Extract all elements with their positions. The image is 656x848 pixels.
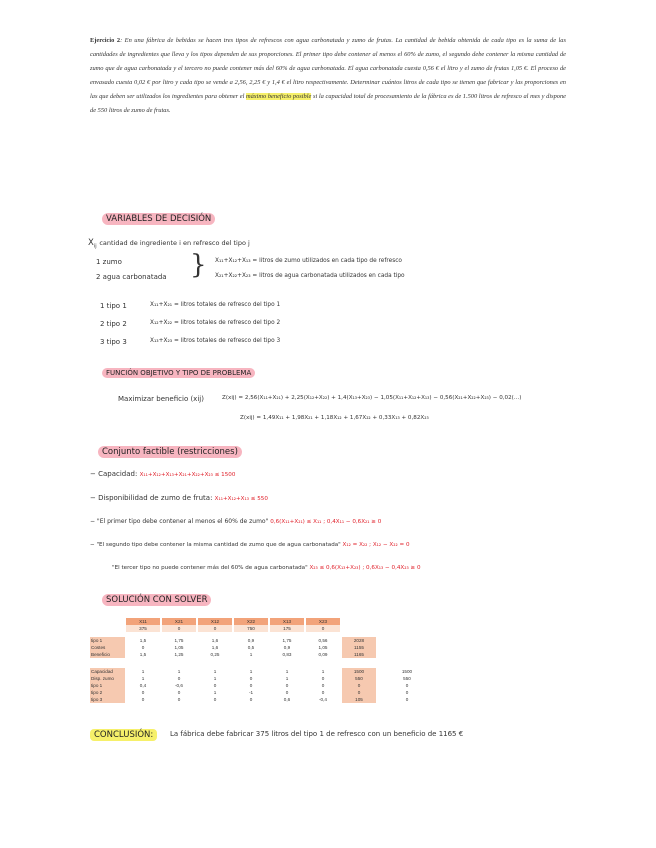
sheet-values-row	[90, 625, 490, 632]
sheet-cell: 0	[342, 682, 376, 689]
section-conclusion: CONCLUSIÓN:	[90, 729, 157, 741]
sheet-constraint-row	[90, 682, 490, 689]
constraint-expr: X₁₁+X₁₂+X₁₃ ≤ 550	[214, 496, 268, 502]
sheet-cell: tipo 1	[90, 637, 125, 644]
sheet-cell	[90, 625, 125, 632]
sheet-cell: -0,6	[175, 683, 183, 688]
sheet-cell: tipo 1	[90, 682, 125, 689]
sheet-cell: 0	[342, 689, 376, 696]
sheet-cell: X22	[234, 618, 268, 625]
sheet-cell: 1,5	[139, 652, 147, 657]
problem-highlight: máximo beneficio posible	[245, 93, 312, 100]
sheet-cell: X13	[270, 618, 304, 625]
constraint-expr: X₁₂ = X₂₂ ; X₁₂ − X₂₂ = 0	[342, 542, 410, 548]
sheet-constraint-row	[90, 675, 490, 682]
sheet-cell: 0,25	[210, 652, 220, 657]
ingredient-1-text: X₁₁+X₁₂+X₁₃ = litros de zumo utilizados en cada tipo de refresco	[215, 258, 402, 264]
sheet-cell: 1	[213, 676, 217, 681]
sheet-cell: 0	[321, 683, 325, 688]
sheet-cell: 750	[234, 625, 268, 632]
section-solver: SOLUCIÓN CON SOLVER	[102, 594, 211, 606]
section-objective: FUNCIÓN OBJETIVO Y TIPO DE PROBLEMA	[102, 368, 255, 378]
sheet-cell: X12	[198, 618, 232, 625]
constraint-label: El tercer tipo no puede contener más del 60% de agua carbonatada	[114, 565, 306, 571]
sheet-cell: 0	[405, 683, 409, 688]
sheet-cell: 1,5	[139, 638, 147, 643]
objective-equation-2: Z(xij) = 1,49X₁₁ + 1,98X₂₁ + 1,18X₁₂ + 1,67X₂₂ + 0,33X₁₃ + 0,82X₂₃	[240, 415, 429, 421]
type-3-text: X₁₃+X₂₃ = litros totales de refresco del tipo 3	[150, 338, 281, 344]
sheet-cell: 1,05	[174, 645, 184, 650]
sheet-cell: 0,4	[139, 683, 147, 688]
variable-definition	[88, 238, 250, 250]
constraint-label: El primer tipo debe contener al menos el 60% de zumo	[99, 518, 266, 525]
sheet-cell: Beneficio	[90, 651, 125, 658]
sheet-cell: -1	[248, 690, 254, 695]
constraint-expr: X₁₁+X₁₂+X₁₃+X₂₁+X₂₂+X₂₃ ≤ 1500	[139, 472, 236, 478]
sheet-cell: 0	[285, 690, 289, 695]
sheet-cell: 1	[249, 652, 253, 657]
sheet-cell: 0,6	[283, 697, 291, 702]
variable-symbol: X	[88, 238, 94, 248]
sheet-cell: 375	[126, 625, 160, 632]
sheet-cell: 1	[141, 669, 145, 674]
variable-subscript: ij	[93, 243, 97, 250]
sheet-cell: 0,9	[247, 638, 255, 643]
sheet-cell: 0	[249, 697, 253, 702]
sheet-cell: 1	[285, 669, 289, 674]
sheet-cell: 0	[306, 625, 340, 632]
sheet-cell: 1,75	[174, 638, 184, 643]
sheet-cell: 1	[321, 669, 325, 674]
sheet-cell: Costes	[90, 644, 125, 651]
constraint-label: Disponibilidad de zumo de fruta	[98, 494, 211, 502]
sheet-cell: 1,6	[211, 645, 219, 650]
sheet-cell: X23	[306, 618, 340, 625]
sheet-objective-row	[90, 644, 490, 651]
sheet-cell: 1	[213, 690, 217, 695]
sheet-cell: 1	[141, 676, 145, 681]
sheet-cell: 0,83	[282, 652, 292, 657]
sheet-cell: 0	[177, 690, 181, 695]
sheet-cell: 0	[321, 676, 325, 681]
sheet-cell: 1,25	[174, 652, 184, 657]
sheet-cell: X11	[126, 618, 160, 625]
type-2-label: 2 tipo 2	[100, 320, 127, 328]
sheet-cell: tipo 3	[90, 696, 125, 703]
sheet-cell: 175	[270, 625, 304, 632]
conclusion-text: La fábrica debe fabricar 375 litros del tipo 1 de refresco con un beneficio de 1165 €	[170, 730, 464, 738]
sheet-cell: 1	[249, 669, 253, 674]
section-variables: VARIABLES DE DECISIÓN	[102, 213, 215, 225]
type-1-text: X₁₁+X₂₁ = litros totales de refresco del tipo 1	[150, 302, 281, 308]
sheet-cell: 0,56	[318, 638, 328, 643]
sheet-cell: 1	[177, 669, 181, 674]
sheet-cell: 0	[177, 697, 181, 702]
sheet-cell: 0	[141, 697, 145, 702]
brace-symbol: }	[190, 250, 207, 280]
sheet-cell: 0	[141, 645, 145, 650]
ingredient-2-label: 2 agua carbonatada	[96, 273, 167, 281]
sheet-cell: 0	[198, 625, 232, 632]
sheet-cell	[90, 618, 125, 625]
constraint-row: − "El primer tipo debe contener al menos el 60% de zumo" 0,6(X₁₁+X₂₁) ≤ X₁₁ ; 0,4X₁₁ − 0,6X₂₁ ≥ 0	[90, 518, 382, 525]
sheet-cell	[342, 625, 376, 632]
sheet-cell: 0,5	[247, 645, 255, 650]
sheet-cell: 0	[405, 697, 409, 702]
constraint-label: Capacidad	[98, 470, 135, 478]
constraint-row: − "El segundo tipo debe contener la misma cantidad de zumo que de agua carbonatada" X₁₂ = X₂₂ ; X₁₂ − X₂₂ = 0	[90, 542, 410, 548]
constraint-row: "El tercer tipo no puede contener más del 60% de agua carbonatada" X₂₃ ≤ 0,6(X₁₃+X₂₃) ; 0,6X₁₃ − 0,4X₂₃ ≥ 0	[112, 565, 421, 571]
sheet-cell: 0,9	[283, 645, 291, 650]
sheet-cell: 550	[403, 676, 411, 681]
sheet-cell: 550	[342, 675, 376, 682]
sheet-cell: 0	[213, 697, 217, 702]
sheet-cell: 0	[321, 690, 325, 695]
type-3-label: 3 tipo 3	[100, 338, 127, 346]
sheet-cell: 1,75	[282, 638, 292, 643]
sheet-cell: 1165	[342, 651, 376, 658]
sheet-cell: 1155	[342, 644, 376, 651]
sheet-header-row	[90, 618, 490, 625]
sheet-cell: 0	[405, 690, 409, 695]
problem-text: : En una fábrica de bebidas se hacen tres tipos de refrescos con agua carbonatada y zumo de frutas. La cantidad de bebida obtenida de cada tipo es la suma de las cantidades de ingredientes que lleva y los tipos dependen de sus proporciones. El primer tipo debe contener al menos el 60% de zumo, el segundo debe contener la misma cantidad de zumo que de agua carbonatada y el tercero no puede contener más del 60% de agua carbonatada. El agua carbonatada cuesta 0,56 € el litro y el zumo de frutas 1,05 €. El proceso de envasado cuesta 0,02 € por litro y cada tipo se vende a 2,56, 2,25 € y 1,4 € el litro respectivamente. Determinar cuántos litros de cada tipo se tienen que fabricar y las proporciones en las que deben ser utilizados los ingredientes para obtener el	[90, 37, 566, 100]
ingredient-2-text: X₂₁+X₂₂+X₂₃ = litros de agua carbonatada utilizados en cada tipo	[215, 273, 405, 279]
sheet-cell: tipo 2	[90, 689, 125, 696]
ingredient-1-label: 1 zumo	[96, 258, 122, 266]
constraint-label: El segundo tipo debe contener la misma cantidad de zumo que de agua carbonatada	[99, 542, 339, 548]
sheet-cell: 1,05	[318, 645, 328, 650]
sheet-cell: 0	[141, 690, 145, 695]
sheet-cell: 1	[285, 676, 289, 681]
problem-label: Ejercicio 2	[90, 37, 121, 44]
sheet-cell: 0,09	[318, 652, 328, 657]
sheet-cell: 0	[249, 676, 253, 681]
objective-equation-1: Z(xij) = 2,56(X₁₁+X₂₁) + 2,25(X₁₂+X₂₂) + 1,4(X₁₃+X₂₃) − 1,05(X₁₁+X₁₂+X₁₃) − 0,56(X₂₁+X₂₂+X₂₃) − 0,02(...)	[222, 395, 522, 401]
sheet-constraint-row	[90, 696, 490, 703]
sheet-cell: 105	[342, 696, 376, 703]
sheet-cell: Capacidad	[90, 668, 125, 675]
sheet-cell: 0	[213, 683, 217, 688]
sheet-cell: 0	[249, 683, 253, 688]
sheet-cell	[342, 618, 376, 625]
sheet-cell: 0	[162, 625, 196, 632]
sheet-cell: 1500	[401, 669, 413, 674]
problem-statement	[90, 34, 566, 118]
type-2-text: X₁₂+X₂₂ = litros totales de refresco del tipo 2	[150, 320, 281, 326]
sheet-objective-row	[90, 637, 490, 644]
constraint-row: − Capacidad: X₁₁+X₁₂+X₁₃+X₂₁+X₂₂+X₂₃ ≤ 1500	[90, 470, 236, 478]
sheet-cell: 1,6	[211, 638, 219, 643]
objective-label: Maximizar beneficio (xij)	[118, 395, 204, 403]
sheet-cell: X21	[162, 618, 196, 625]
sheet-cell: -0,4	[319, 697, 327, 702]
constraint-expr: X₂₃ ≤ 0,6(X₁₃+X₂₃) ; 0,6X₁₃ − 0,4X₂₃ ≥ 0	[309, 565, 421, 571]
sheet-cell: 1	[213, 669, 217, 674]
sheet-constraint-row	[90, 668, 490, 675]
sheet-objective-row	[90, 651, 490, 658]
variable-definition-text: cantidad de ingrediente i en refresco del tipo j	[99, 239, 250, 247]
sheet-cell: Disp. zumo	[90, 675, 125, 682]
sheet-cell: 0	[285, 683, 289, 688]
constraint-expr: 0,6(X₁₁+X₂₁) ≤ X₁₁ ; 0,4X₁₁ − 0,6X₂₁ ≥ 0	[270, 519, 382, 525]
problem-text-end: si la capacidad total de procesamiento de la fábrica es de 1.500 litros de refresco al mes y dispone de 550 litros de zumo de frutas.	[90, 93, 567, 114]
constraint-row: − Disponibilidad de zumo de fruta: X₁₁+X₁₂+X₁₃ ≤ 550	[90, 494, 268, 502]
sheet-cell: 0	[177, 676, 181, 681]
type-1-label: 1 tipo 1	[100, 302, 127, 310]
section-constraints: Conjunto factible (restricciones)	[98, 446, 242, 458]
sheet-constraint-row	[90, 689, 490, 696]
sheet-cell: 1500	[342, 668, 376, 675]
sheet-cell: 2028	[342, 637, 376, 644]
